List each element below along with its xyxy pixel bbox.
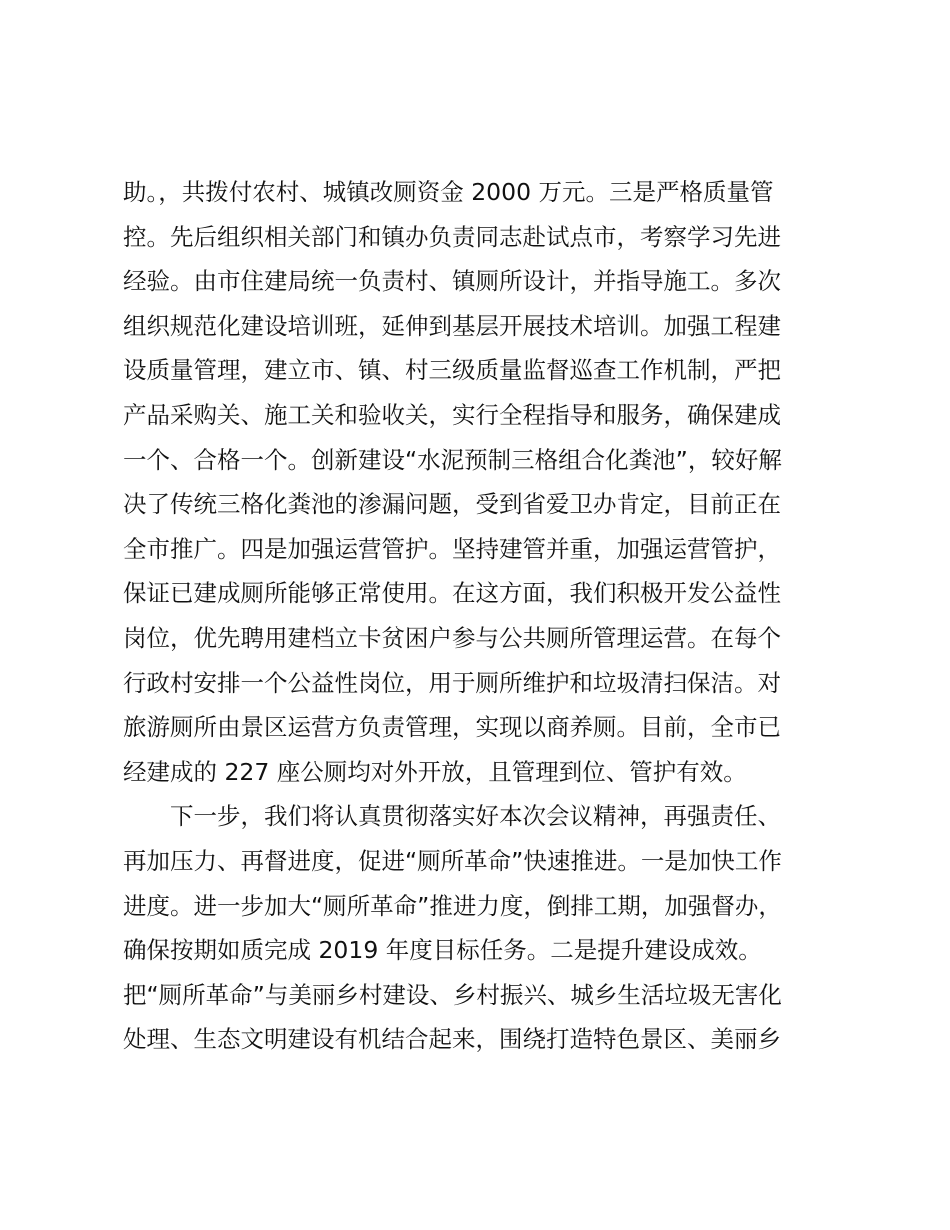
text-line: 处理、生态文明建设有机结合起来，围绕打造特色景区、美丽乡 [123,1025,781,1054]
text-line: 全市推广。四是加强运营管护。坚持建管并重，加强运营管护， [123,534,781,563]
text-line: 保证已建成厕所能够正常使用。在这方面，我们积极开发公益性 [123,579,781,608]
text-line: 经建成的 227 座公厕均对外开放，且管理到位、管护有效。 [123,757,747,786]
text-line: 把“厕所革命”与美丽乡村建设、乡村振兴、城乡生活垃圾无害化 [123,980,782,1009]
text-line: 设质量管理，建立市、镇、村三级质量监督巡查工作机制，严把 [123,356,781,385]
text-line: 行政村安排一个公益性岗位，用于厕所维护和垃圾清扫保洁。对 [123,668,781,697]
text-line: 一个、合格一个。创新建设“水泥预制三格组合化粪池”，较好解 [123,445,782,474]
text-line: 决了传统三格化粪池的渗漏问题，受到省爱卫办肯定，目前正在 [123,490,781,519]
text-line: 产品采购关、施工关和验收关，实行全程指导和服务，确保建成 [123,400,781,429]
text-line: 进度。进一步加大“厕所革命”推进力度，倒排工期，加强督办， [123,891,782,920]
text-line: 旅游厕所由景区运营方负责管理，实现以商养厕。目前，全市已 [123,713,781,742]
text-line: 再加压力、再督进度，促进“厕所革命”快速推进。一是加快工作 [123,846,782,875]
text-line: 岗位，优先聘用建档立卡贫困户参与公共厕所管理运营。在每个 [123,623,781,652]
paragraph-start-line: 下一步，我们将认真贯彻落实好本次会议精神，再强责任、 [123,802,781,831]
document-body [123,170,843,1062]
text-line: 组织规范化建设培训班，延伸到基层开展技术培训。加强工程建 [123,311,781,340]
text-line: 控。先后组织相关部门和镇办负责同志赴试点市，考察学习先进 [123,222,781,251]
text-line: 经验。由市住建局统一负责村、镇厕所设计，并指导施工。多次 [123,267,781,296]
text-line: 确保按期如质完成 2019 年度目标任务。二是提升建设成效。 [123,936,762,965]
text-line: 助。，共拨付农村、城镇改厕资金 2000 万元。三是严格质量管 [123,178,774,206]
